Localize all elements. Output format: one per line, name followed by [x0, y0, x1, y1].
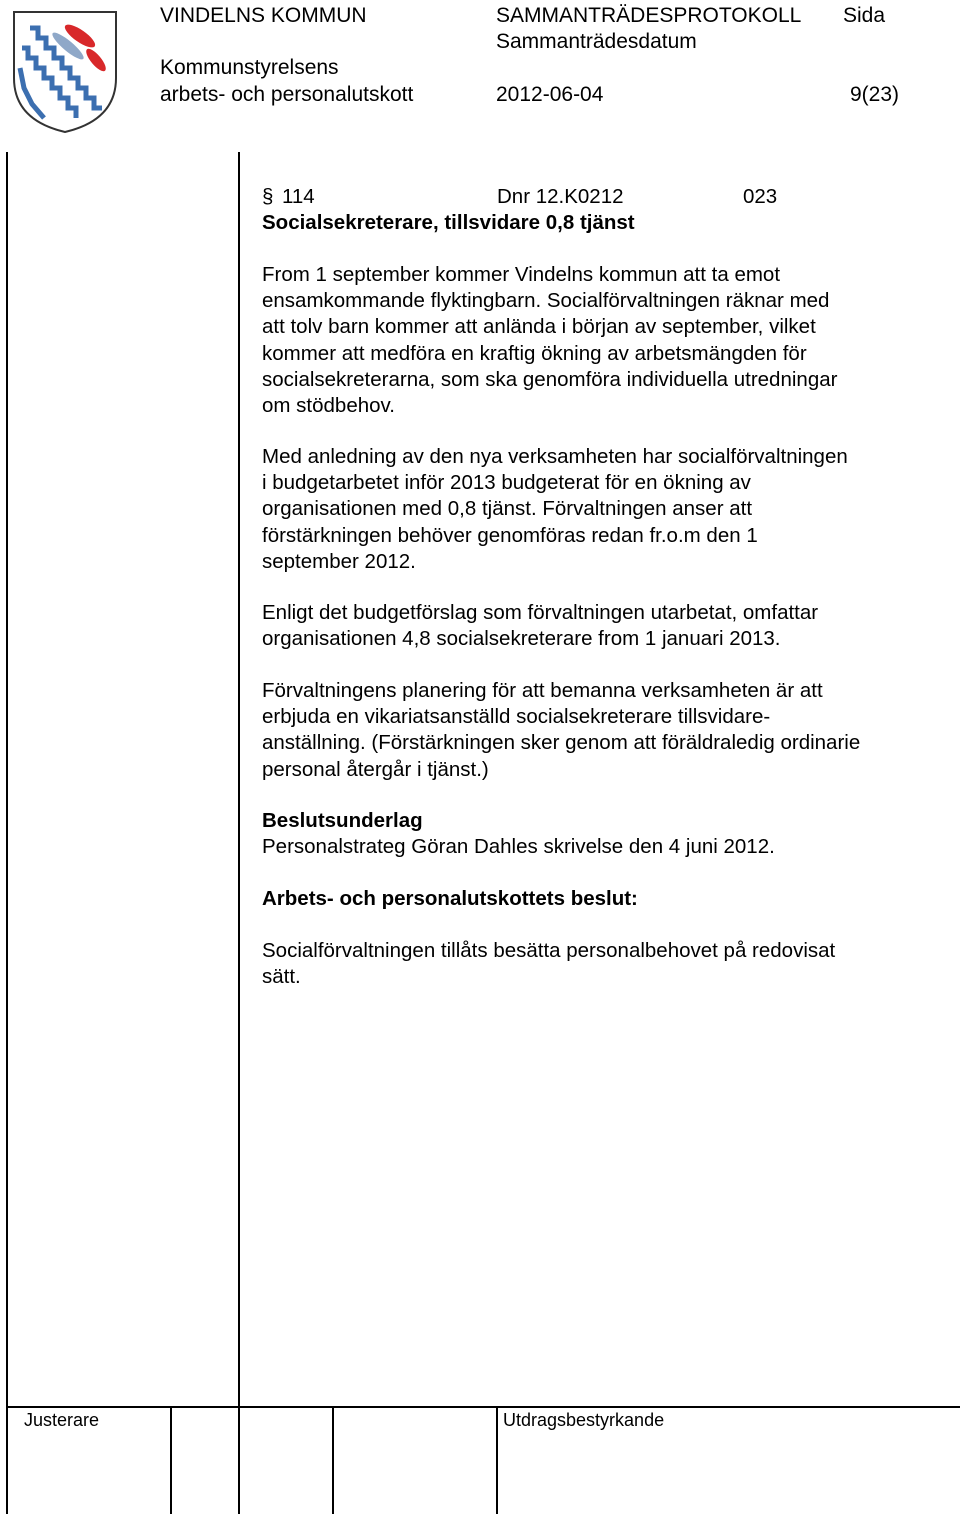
text-line: anställning. (Förstärkningen sker genom att föräldraledig ordinarie: [262, 731, 861, 755]
paragraph-number: 114: [282, 185, 315, 208]
meeting-date-value: 2012-06-04: [496, 83, 604, 106]
footer-rule: [6, 1406, 960, 1408]
text-line: organisationen 4,8 socialsekreterare from 1 januari 2013.: [262, 627, 781, 651]
text-line: Socialförvaltningen tillåts besätta personalbehovet på redovisat: [262, 939, 836, 962]
decision-basis-text: Personalstrateg Göran Dahles skrivelse den 4 juni 2012.: [262, 835, 775, 858]
classification-code: 023: [743, 185, 778, 208]
text-line: sätt.: [262, 965, 301, 989]
text-line: förstärkningen behöver genomföras redan fr.o.m den 1: [262, 523, 758, 547]
extract-certification-label: Utdragsbestyrkande: [503, 1410, 665, 1430]
text-line: kommer att medföra en kraftig ökning av arbetsmängden för: [262, 341, 807, 365]
page-number: 9(23): [850, 83, 900, 106]
text-line: From 1 september kommer Vindelns kommun att ta emot: [262, 263, 781, 286]
section-sign: §: [262, 185, 274, 208]
text-line: om stödbehov.: [262, 394, 395, 418]
municipality-coat-of-arms-logo: [10, 8, 120, 136]
text-line: att tolv barn kommer att anlända i början av september, vilket: [262, 315, 816, 339]
text-line: organisationen med 0,8 tjänst. Förvaltningen anser att: [262, 497, 753, 521]
content-margin-rule: [238, 152, 240, 1514]
decision-basis-heading: Beslutsunderlag: [262, 809, 423, 832]
body-paragraph-3: [262, 600, 932, 652]
left-margin-rule: [6, 152, 8, 1514]
text-line: erbjuda en vikariatsanställd socialsekreterare tillsvidare-: [262, 705, 771, 729]
body-paragraph-4: [262, 678, 932, 783]
document-type: SAMMANTRÄDESPROTOKOLL: [496, 4, 802, 27]
meeting-date-label: Sammanträdesdatum: [496, 30, 697, 53]
signature-box-divider: [496, 1406, 498, 1514]
org-name: VINDELNS KOMMUN: [160, 4, 367, 27]
decision-text: [262, 938, 932, 990]
body-paragraph-2: [262, 444, 932, 575]
text-line: Enligt det budgetförslag som förvaltningen utarbetat, omfattar: [262, 601, 819, 624]
signature-box-divider: [170, 1406, 172, 1514]
text-line: september 2012.: [262, 549, 416, 573]
text-line: personal återgår i tjänst.): [262, 757, 489, 781]
text-line: Förvaltningens planering för att bemanna verksamheten är att: [262, 679, 823, 702]
signature-box-divider: [332, 1406, 334, 1514]
body-paragraph-1: [262, 262, 932, 419]
justerare-label: Justerare: [24, 1410, 100, 1430]
paragraph-title: Socialsekreterare, tillsvidare 0,8 tjänst: [262, 211, 635, 234]
decision-heading: Arbets- och personalutskottets beslut:: [262, 887, 638, 910]
committee-name-line1: Kommunstyrelsens: [160, 56, 339, 79]
text-line: i budgetarbetet inför 2013 budgeterat för en ökning av: [262, 471, 751, 495]
diary-number: Dnr 12.K0212: [497, 185, 624, 208]
text-line: Med anledning av den nya verksamheten har socialförvaltningen: [262, 445, 848, 468]
page-label: Sida: [843, 4, 886, 27]
text-line: socialsekreterarna, som ska genomföra individuella utredningar: [262, 367, 838, 391]
text-line: ensamkommande flyktingbarn. Socialförvaltningen räknar med: [262, 289, 830, 313]
committee-name-line2: arbets- och personalutskott: [160, 83, 414, 106]
